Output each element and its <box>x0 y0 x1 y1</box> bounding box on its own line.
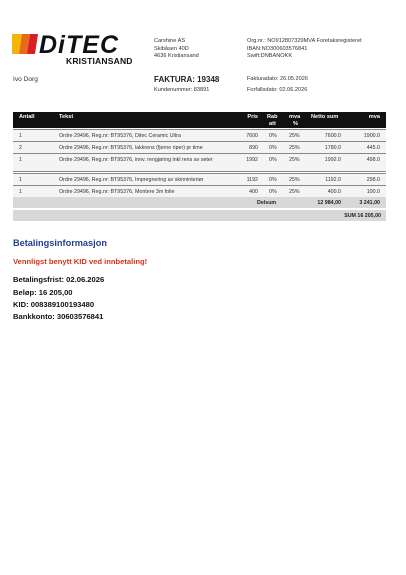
invoice-date: Fakturadato: 26.05.2026 <box>247 76 308 82</box>
company-address <box>154 38 199 61</box>
row-mva: 25% <box>289 156 300 163</box>
row-antall: 1 <box>19 188 22 195</box>
row-pris: 1192 <box>246 176 258 183</box>
row-antall: 1 <box>19 132 22 139</box>
row-rab: 0% <box>269 132 277 139</box>
row-pris: 1992 <box>246 156 258 163</box>
row-text: Ordre 29496, Reg.nr: BT95376, Impregnering av skinninteriør <box>59 176 204 183</box>
row-mva: 25% <box>289 132 300 139</box>
col-mva-pct-2: % <box>293 120 298 127</box>
row-netto: 1780.0 <box>324 144 341 151</box>
col-tekst: Tekst <box>59 114 74 120</box>
row-antall: 1 <box>19 156 22 163</box>
subtotal-row <box>13 197 386 208</box>
payment-kid: KID: 008389100193480 <box>13 300 95 309</box>
row-netto: 400.0 <box>327 188 341 195</box>
logo-location: KRISTIANSAND <box>66 56 133 66</box>
total-sum: SUM 16 205,00 <box>344 212 381 219</box>
payment-amount: Beløp: 16 205,00 <box>13 288 73 297</box>
company-city: 4636 Kristiansand <box>154 53 199 60</box>
row-mva-sum: 1900.0 <box>363 132 380 139</box>
row-pris: 7600 <box>246 132 258 139</box>
row-mva-sum: 445.0 <box>366 144 380 151</box>
ditec-logo <box>12 31 136 68</box>
row-text: Ordre 29496, Reg.nr: BT95376, Ditec Ceramic Ultra <box>59 132 181 139</box>
row-text: Ordre 29496, Reg.nr: BT95376, innv. rengjøring inkl rens av seter <box>59 156 213 163</box>
col-mva-sum: mva <box>368 114 380 120</box>
row-pris: 400 <box>249 188 258 195</box>
row-mva-sum: 498.0 <box>366 156 380 163</box>
col-pris: Pris <box>247 114 258 120</box>
col-rab: Rab <box>267 114 278 120</box>
subtotal-mva: 3 241,00 <box>359 199 380 206</box>
row-mva: 25% <box>289 144 300 151</box>
row-mva: 25% <box>289 188 300 195</box>
due-date: Forfallsdato: 02.06.2026 <box>247 87 308 93</box>
col-mva-pct: mva <box>289 114 301 120</box>
customer-name: Ivo Dorg <box>13 76 38 83</box>
row-mva-sum: 100.0 <box>366 188 380 195</box>
table-row <box>13 153 386 172</box>
row-rab: 0% <box>269 156 277 163</box>
col-antall: Antall <box>19 114 35 120</box>
total-row <box>13 210 386 221</box>
row-rab: 0% <box>269 176 277 183</box>
company-name: Carshine AS <box>154 38 186 44</box>
company-registration <box>247 38 362 61</box>
logo-brand: DiTEC <box>39 31 119 59</box>
row-text: Ordre 29496, Reg.nr: BT95376, Montere 3m folie <box>59 188 175 195</box>
row-netto: 1192.0 <box>325 176 341 183</box>
row-netto: 1992.0 <box>324 156 341 163</box>
row-antall: 2 <box>19 144 22 151</box>
payment-account: Bankkonto: 30603576841 <box>13 312 104 321</box>
row-rab: 0% <box>269 188 277 195</box>
row-antall: 1 <box>19 176 22 183</box>
payment-due: Betalingsfrist: 02.06.2026 <box>13 275 105 284</box>
company-street: Skibåsen 40D <box>154 45 189 52</box>
row-pris: 890 <box>249 144 258 151</box>
col-netto: Netto sum <box>311 114 339 120</box>
logo-stripes-icon <box>12 34 38 54</box>
invoice-title: FAKTURA: 19348 <box>154 75 220 84</box>
row-mva-sum: 298.0 <box>366 176 380 183</box>
col-rab-2: att <box>269 120 276 127</box>
row-mva: 25% <box>289 176 300 183</box>
row-netto: 7600.0 <box>324 132 341 139</box>
table-header <box>13 112 386 128</box>
kid-warning: Vennligst benytt KID ved innbetaling! <box>13 257 148 266</box>
org-number: Org.nr.: NO912807329MVA Foretaksregisteret <box>247 38 362 44</box>
swift: Swift:DNBANOKK <box>247 53 293 60</box>
subtotal-netto: 12 984,00 <box>317 199 341 206</box>
payment-heading: Betalingsinformasjon <box>13 238 107 248</box>
iban: IBAN:NO3006035768​41 <box>247 45 308 52</box>
subtotal-label: Delsum <box>257 199 277 206</box>
row-text: Ordre 29496, Reg.nr: BT95376, lakkrens (fjerne riper) pr time <box>59 144 203 151</box>
row-rab: 0% <box>269 144 277 151</box>
customer-number: Kundenummer: 83891 <box>154 87 210 93</box>
